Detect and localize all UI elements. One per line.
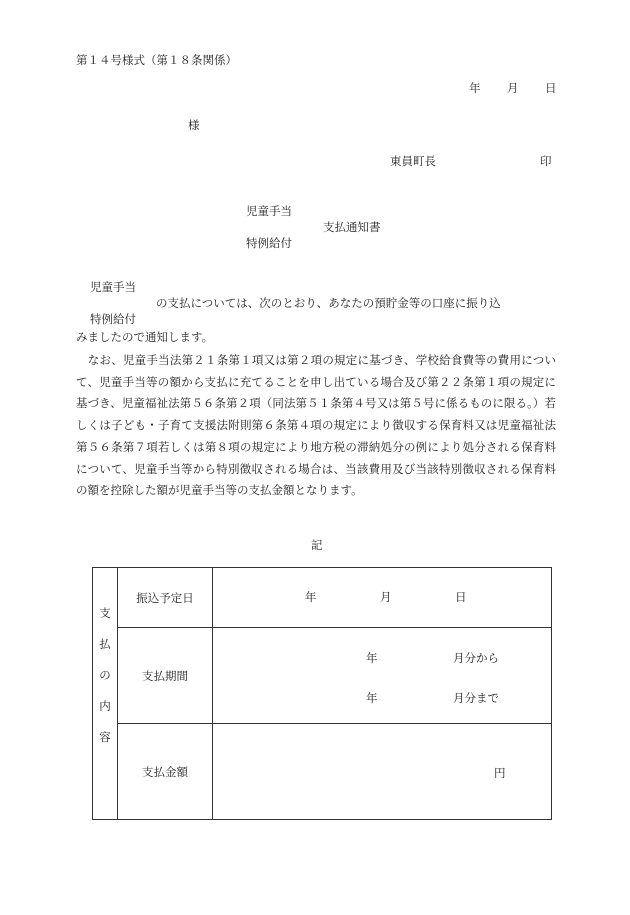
title-line-2: 支払通知書 <box>323 220 381 234</box>
period-to-year: 年 <box>366 691 378 705</box>
intro-stack-top: 児童手当 <box>90 280 136 294</box>
ki-heading: 記 <box>311 538 323 552</box>
amount-unit: 円 <box>494 766 506 780</box>
date-day: 日 <box>545 81 557 95</box>
side-char: 容 <box>99 730 111 744</box>
period-from-year: 年 <box>366 651 378 665</box>
side-char: 支 <box>99 606 111 620</box>
side-char: 内 <box>99 699 111 713</box>
intro-stack-bottom: 特例給付 <box>90 312 136 326</box>
period-label: 支払期間 <box>118 628 213 724</box>
side-label <box>93 568 118 820</box>
intro-text: の支払については、次のとおり、あなたの預貯金等の口座に振り込 <box>156 296 501 310</box>
transfer-month: 月 <box>380 590 392 604</box>
seal-mark: 印 <box>540 154 552 168</box>
form-number: 第１４号様式（第１８条関係） <box>76 53 237 67</box>
addressee-suffix: 様 <box>188 118 200 132</box>
title-line-1: 児童手当 <box>246 204 292 218</box>
payment-table <box>92 567 552 820</box>
period-from-suffix: 月分から <box>453 651 499 665</box>
period-value <box>213 628 552 724</box>
intro-continuation: みましたので通知します。 <box>76 330 214 344</box>
amount-label: 支払金額 <box>118 724 213 820</box>
transfer-date-value <box>213 568 552 628</box>
title-line-3: 特例給付 <box>246 236 292 250</box>
transfer-year: 年 <box>305 590 317 604</box>
transfer-day: 日 <box>455 590 467 604</box>
transfer-date-label: 振込予定日 <box>118 568 213 628</box>
date-month: 月 <box>507 81 519 95</box>
side-char: 払 <box>99 637 111 651</box>
amount-value <box>213 724 552 820</box>
period-to-suffix: 月分まで <box>453 691 499 705</box>
date-year: 年 <box>469 81 481 95</box>
side-char: の <box>99 668 111 682</box>
note-paragraph: なお、児童手当法第２１条第１項又は第２項の規定に基づき、学校給食費等の費用について、児童手当等の額から支払に充てることを申し出ている場合及び第２２条第１項の規定に基づき、児童福祉法第５６条第２項（同法第５１条第４号又は第５号に係るものに限る。）若しくは子ども・子育て支援法附則第６条第４項の規定により徴収する保育料又は児童福祉法第５６条第７項若しくは第８項の規定により地方税の滞納処分の例により処分される保育料について、児童手当等から特別徴収される場合は、当該費用及び当該特別徴収される保育料の額を控除した額が児童手当等の支払金額となります。 <box>76 353 556 498</box>
sender-title: 東員町長 <box>390 154 436 168</box>
